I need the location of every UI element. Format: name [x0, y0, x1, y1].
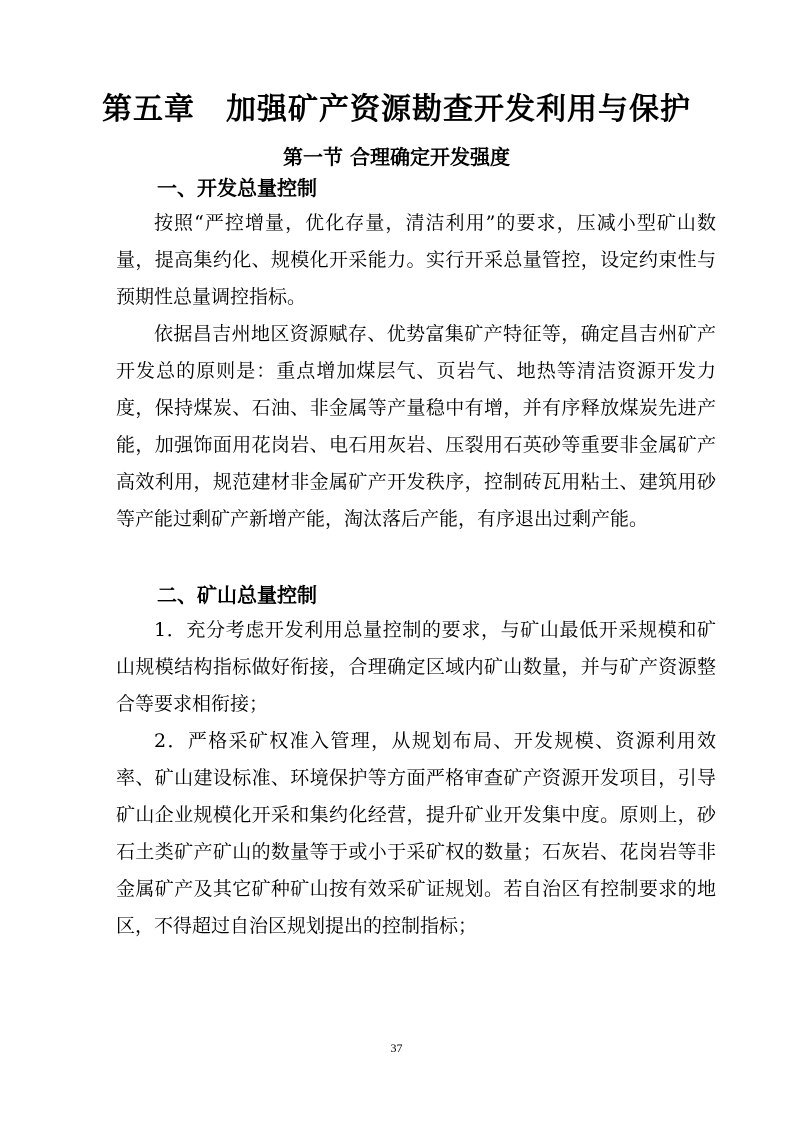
section-title: 第一节 合理确定开发强度: [283, 145, 510, 169]
subsection-heading-2: 二、矿山总量控制: [157, 583, 317, 607]
paragraph-2: 依据昌吉州地区资源赋存、优势富集矿产特征等，确定昌吉州矿产开发总的原则是：重点增加煤层气、页岩气、地热等清洁资源开发力度，保持煤炭、石油、非金属等产量稳中有增，并有序释放煤炭先进产能，加强饰面用花岗岩、电石用灰岩、压裂用石英砂等重要非金属矿产高效利用，规范建材非金属矿产开发秩序，控制砖瓦用粘土、建筑用砂等产能过剩矿产新增产能，淘汰落后产能，有序退出过剩产能。: [116, 323, 716, 530]
page-number: 37: [390, 1041, 403, 1055]
subsection-heading-1: 一、开发总量控制: [157, 176, 317, 200]
paragraph-3: 1．充分考虑开发利用总量控制的要求，与矿山最低开采规模和矿山规模结构指标做好衔接，合理确定区域内矿山数量，并与矿产资源整合等要求相衔接；: [116, 619, 716, 715]
chapter-title: 第五章 加强矿产资源勘查开发利用与保护: [102, 92, 691, 127]
paragraph-4: 2．严格采矿权准入管理，从规划布局、开发规模、资源利用效率、矿山建设标准、环境保护等方面严格审查矿产资源开发项目，引导矿山企业规模化开采和集约化经营，提升矿业开发集中度。原则上，砂石土类矿产矿山的数量等于或小于采矿权的数量；石灰岩、花岗岩等非金属矿产及其它矿种矿山按有效采矿证规划。若自治区有控制要求的地区，不得超过自治区规划提出的控制指标；: [116, 730, 716, 937]
paragraph-1: 按照“严控增量，优化存量，清洁利用”的要求，压减小型矿山数量，提高集约化、规模化开采能力。实行开采总量管控，设定约束性与预期性总量调控指标。: [116, 212, 716, 308]
